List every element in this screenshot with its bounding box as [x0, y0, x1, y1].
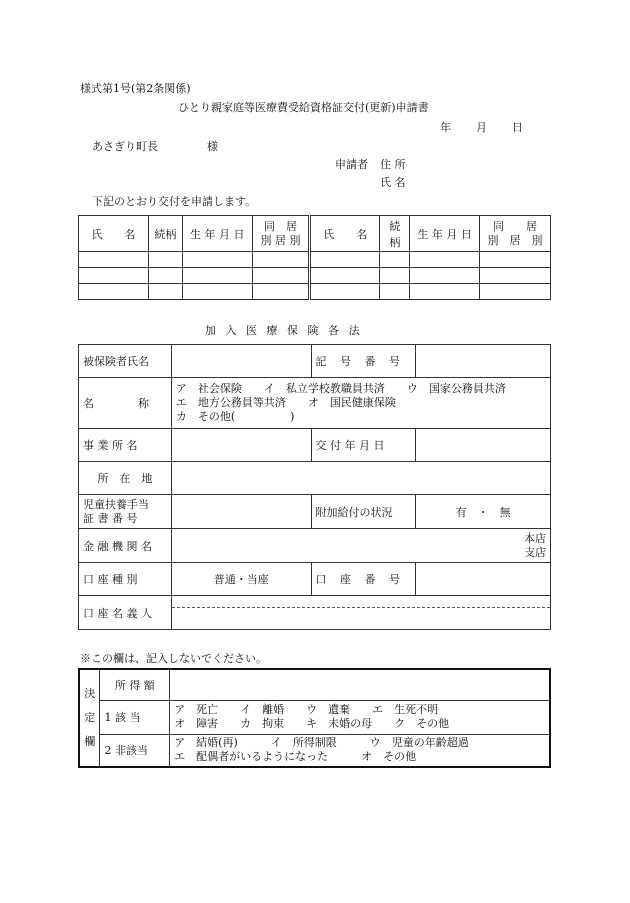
- applicable-line-1: ア 死亡 イ 離婚 ウ 遺棄 エ 生死不明: [174, 703, 439, 716]
- not-applicable-label: 2 非該当: [100, 734, 170, 767]
- applicant-label: 申請者: [335, 158, 368, 171]
- decision-char-2: 定: [84, 711, 96, 724]
- not-applicable-line-1: ア 結婚(再) イ 所得制限 ウ 児童の年齢超過: [174, 736, 469, 750]
- workplace-name-field[interactable]: [171, 429, 311, 462]
- account-type-label: 口 座 種 別: [79, 563, 172, 596]
- applicant-name-label: 氏 名: [380, 176, 406, 189]
- addressee: あさぎり町長: [92, 140, 158, 153]
- not-applicable-line-2: エ 配偶者がいるようになった オ その他: [174, 750, 417, 764]
- col-birthdate: 生 年 月 日: [182, 216, 252, 252]
- col-birthdate-2: 生 年 月 日: [410, 216, 480, 252]
- form-title: ひとり親家庭等医療費受給資格証交付(更新)申請書: [178, 101, 429, 114]
- decision-char-1: 決: [84, 687, 96, 700]
- day-label: 日: [512, 121, 523, 134]
- month-label: 月: [476, 121, 487, 134]
- branch-sub: 支店: [524, 545, 546, 559]
- income-field[interactable]: [170, 669, 550, 700]
- child-allowance-line-1: 児童扶養手当: [83, 497, 149, 511]
- symbol-number-field[interactable]: [416, 345, 551, 378]
- insurance-table: [78, 344, 551, 630]
- col-name-2: 氏 名: [310, 216, 380, 252]
- bank-label: 金 融 機 関 名: [79, 529, 172, 563]
- col-name: 氏 名: [79, 216, 149, 252]
- col-cohabit-2: [480, 216, 551, 252]
- decision-table: [78, 668, 551, 768]
- child-allowance-line-2: 証 書 番 号: [83, 511, 138, 525]
- table-row: [79, 268, 551, 284]
- col-separate-label-2: 別 居 別: [487, 233, 543, 247]
- note-text: ※この欄は、記入しないでください。: [80, 652, 267, 665]
- location-field[interactable]: [171, 462, 550, 495]
- col-cohabit-label: 同 居: [264, 219, 298, 233]
- decision-label: [79, 669, 100, 767]
- branch-main: 本店: [524, 531, 546, 545]
- issue-date-label: 交 付 年 月 日: [311, 429, 416, 462]
- insured-name-label: 被保険者氏名: [79, 345, 172, 378]
- table-row: [79, 284, 551, 300]
- insurance-heading: 加 入 医 療 保 険 各 法: [205, 324, 363, 337]
- year-label: 年: [440, 121, 451, 134]
- col-relation-2: 続柄: [380, 216, 410, 252]
- honorific: 様: [207, 140, 218, 153]
- cert-number-field[interactable]: [171, 495, 311, 529]
- insurance-name-label: 名 称: [79, 378, 172, 429]
- child-allowance-label: [79, 495, 172, 529]
- insurance-types: [171, 378, 550, 429]
- symbol-number-label: 記 号 番 号: [311, 345, 416, 378]
- extra-payment-value[interactable]: 有 ・ 無: [416, 495, 551, 529]
- col-cohabit-label-2: 同 居: [493, 219, 538, 233]
- col-cohabit: [252, 216, 310, 252]
- col-separate-label: 別 居 別: [260, 233, 301, 247]
- kana-divider: [172, 607, 550, 608]
- applicable-label: 1 該 当: [100, 700, 170, 734]
- account-number-label: 口 座 番 号: [311, 563, 416, 596]
- insurance-types-line-2: エ 地方公務員等共済 オ 国民健康保険: [175, 396, 396, 409]
- account-holder-label: 口 座 名 義 人: [79, 596, 172, 630]
- bank-field[interactable]: [171, 529, 550, 563]
- workplace-name-label: 事 業 所 名: [79, 429, 172, 462]
- account-number-field[interactable]: [416, 563, 551, 596]
- account-type-value[interactable]: 普通・当座: [171, 563, 311, 596]
- request-text: 下記のとおり交付を申請します。: [92, 195, 257, 208]
- insurance-types-line-1: ア 社会保険 イ 私立学校教職員共済 ウ 国家公務員共済: [175, 382, 506, 395]
- applicable-items: [170, 700, 550, 734]
- insurance-types-line-3: カ その他( ): [175, 410, 295, 423]
- location-label: 所 在 地: [79, 462, 172, 495]
- not-applicable-items: [170, 734, 550, 767]
- insured-name-field[interactable]: [171, 345, 311, 378]
- col-relation: 続柄: [148, 216, 182, 252]
- issue-date-field[interactable]: [416, 429, 551, 462]
- extra-payment-label: 附加給付の状況: [311, 495, 416, 529]
- form-number: 様式第1号(第2条関係): [80, 82, 191, 95]
- table-row: [79, 252, 551, 268]
- income-label: 所 得 額: [100, 669, 170, 700]
- applicable-line-2: オ 障害 カ 拘束 キ 未婚の母 ク その他: [174, 717, 450, 730]
- account-holder-field[interactable]: [171, 596, 550, 630]
- applicant-address-label: 住 所: [380, 158, 406, 171]
- decision-char-3: 欄: [84, 735, 96, 748]
- family-table: [78, 215, 551, 300]
